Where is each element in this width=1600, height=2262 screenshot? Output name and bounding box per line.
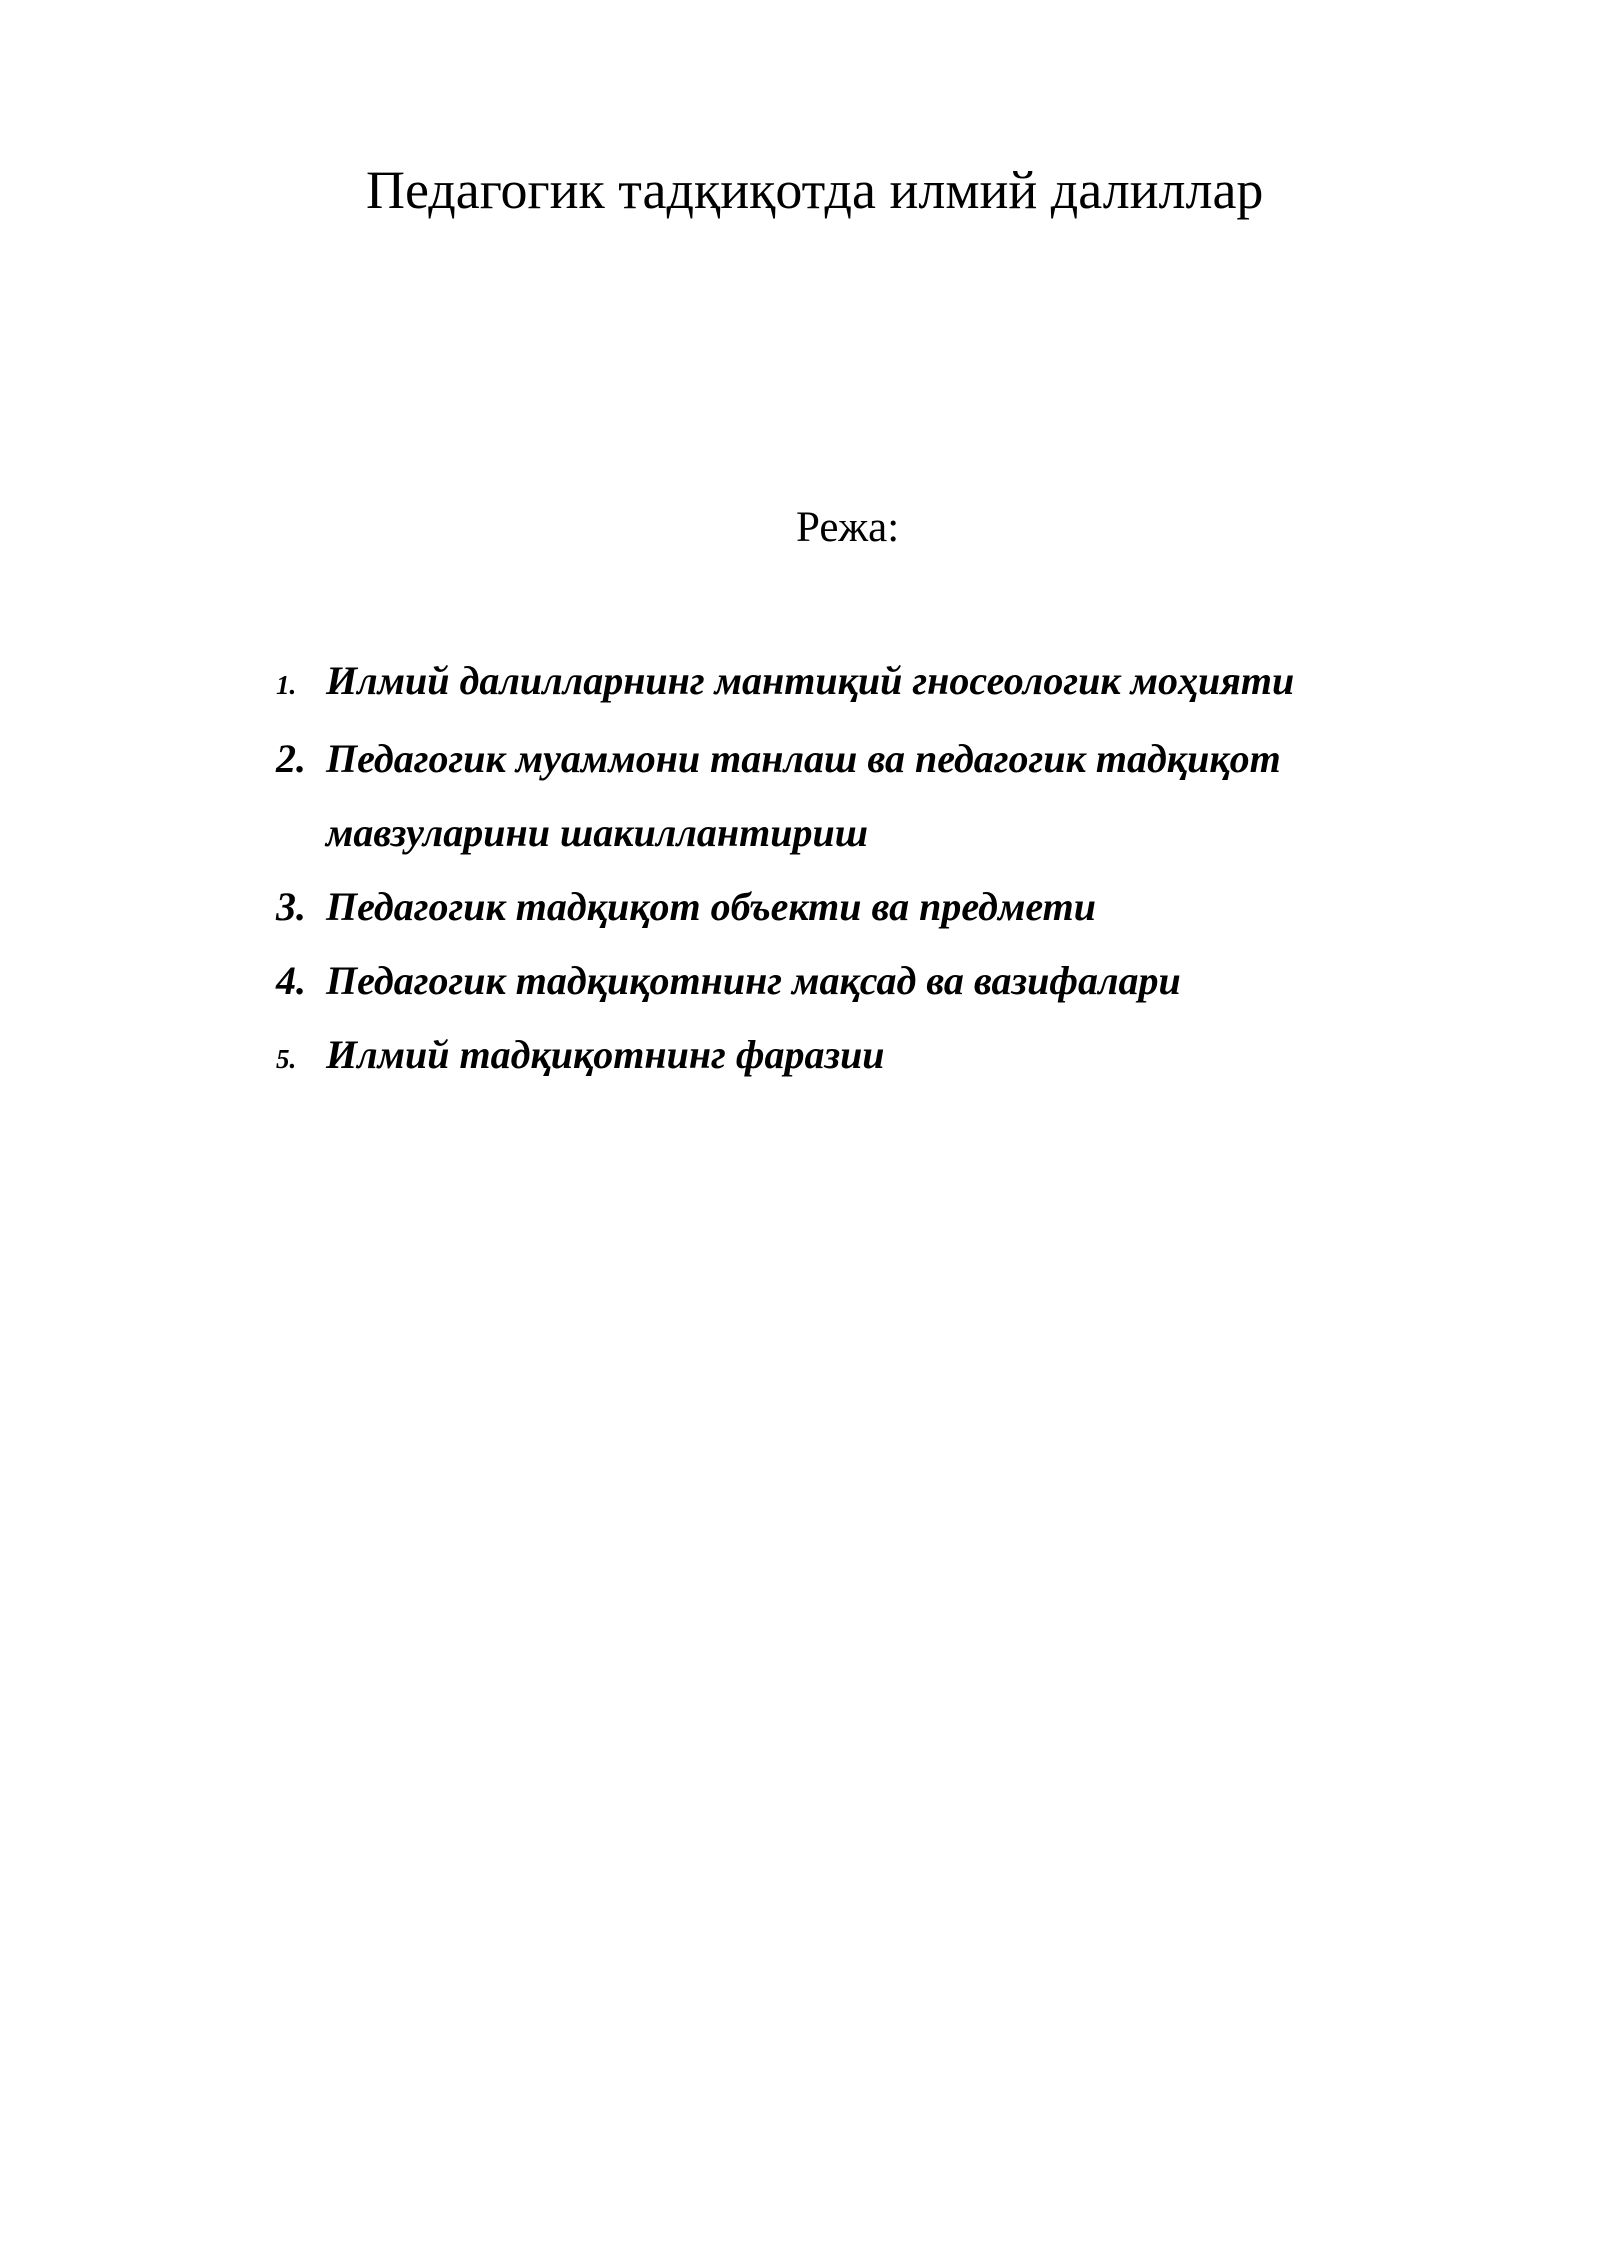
plan-item-text: Педагогик муаммони танлаш ва педагогик тадқиқот мавзуларини шакиллантириш — [326, 736, 1281, 855]
plan-item-text: Илмий тадқиқотнинг фаразии — [326, 1032, 885, 1077]
plan-list — [276, 644, 1406, 1096]
plan-item-4 — [276, 944, 1406, 1018]
plan-item-text: Илмий далилларнинг мантиқий гносеологик моҳияти — [326, 658, 1295, 703]
plan-item-2 — [276, 722, 1406, 870]
plan-item-number: 4. — [276, 958, 306, 1003]
plan-item-3 — [276, 870, 1406, 944]
plan-item-5 — [276, 1018, 1406, 1096]
plan-item-number: 1. — [276, 670, 297, 700]
plan-item-text: Педагогик тадқиқотнинг мақсад ва вазифалари — [326, 958, 1181, 1003]
plan-item-text: Педагогик тадқиқот объекти ва предмети — [326, 884, 1096, 929]
plan-item-number: 5. — [276, 1044, 297, 1074]
plan-item-1 — [276, 644, 1406, 722]
document-title: Педагогик тадқиқотда илмий далиллар — [366, 160, 1264, 220]
plan-item-number: 3. — [276, 884, 306, 929]
plan-item-number: 2. — [276, 736, 306, 781]
plan-heading: Режа: — [796, 504, 900, 551]
